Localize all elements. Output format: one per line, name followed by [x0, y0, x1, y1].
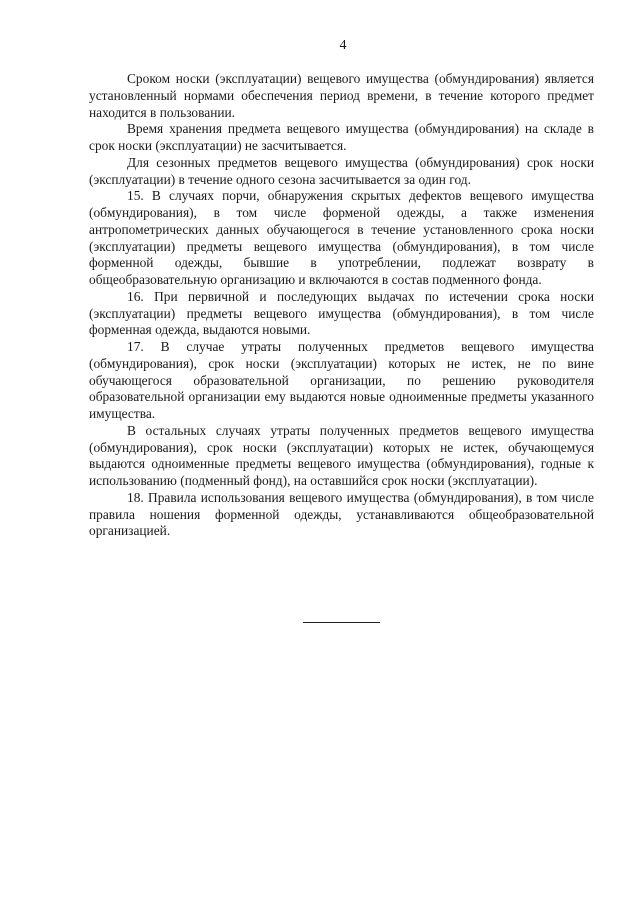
- paragraph-clause-16: 16. При первичной и последующих выдачах по истечении срока носки (эксплуатации) предметы вещевого имущества (обмундирования), в том числе форменная одежда, выдаются новыми.: [89, 288, 594, 338]
- paragraph-wear-period-definition: Сроком носки (эксплуатации) вещевого имущества (обмундирования) является установленный нормами обеспечения период времени, в течение которого предмет находится в пользовании.: [89, 71, 594, 120]
- paragraph-clause-17: 17. В случае утраты полученных предметов вещевого имущества (обмундирования), срок носки (эксплуатации) которых не истек, не по вине обучающегося образовательной организации, по решению руководителя образовательной организации ему выдаются новые одноименные предметы указанного имущества.: [89, 339, 594, 421]
- end-divider: [303, 622, 380, 623]
- page-number: 4: [339, 38, 347, 53]
- paragraph-clause-15: 15. В случаях порчи, обнаружения скрытых дефектов вещевого имущества (обмундирования), в том числе форменой одежды, а также изменения антропометрических данных обучающегося в течение установленного срока носки (эксплуатации) предметы вещевого имущества (обмундирования), в том числе форменной одежды, бывшие в употреблении, подлежат возврату в общеобразовательную организацию и включаются в состав подменного фонда.: [89, 188, 594, 287]
- paragraph-other-loss-cases: В остальных случаях утраты полученных предметов вещевого имущества (обмундирования), срок носки (эксплуатации) которых не истек, обучающемуся выдаются одноименные предметы вещевого имущества (обмундирования), годные к использованию (подменный фонд), на оставшийся срок носки (эксплуатации).: [89, 422, 594, 488]
- paragraph-seasonal-items: Для сезонных предметов вещевого имущества (обмундирования) срок носки (эксплуатации) в течение одного сезона засчитывается за один год.: [89, 154, 594, 187]
- paragraph-storage-time: Время хранения предмета вещевого имущества (обмундирования) на складе в срок носки (эксплуатации) не засчитывается.: [89, 121, 594, 153]
- document-body: [89, 71, 594, 540]
- paragraph-clause-18: 18. Правила использования вещевого имущества (обмундирования), в том числе правила ношения форменной одежды, устанавливаются общеобразовательной организацией.: [89, 489, 594, 539]
